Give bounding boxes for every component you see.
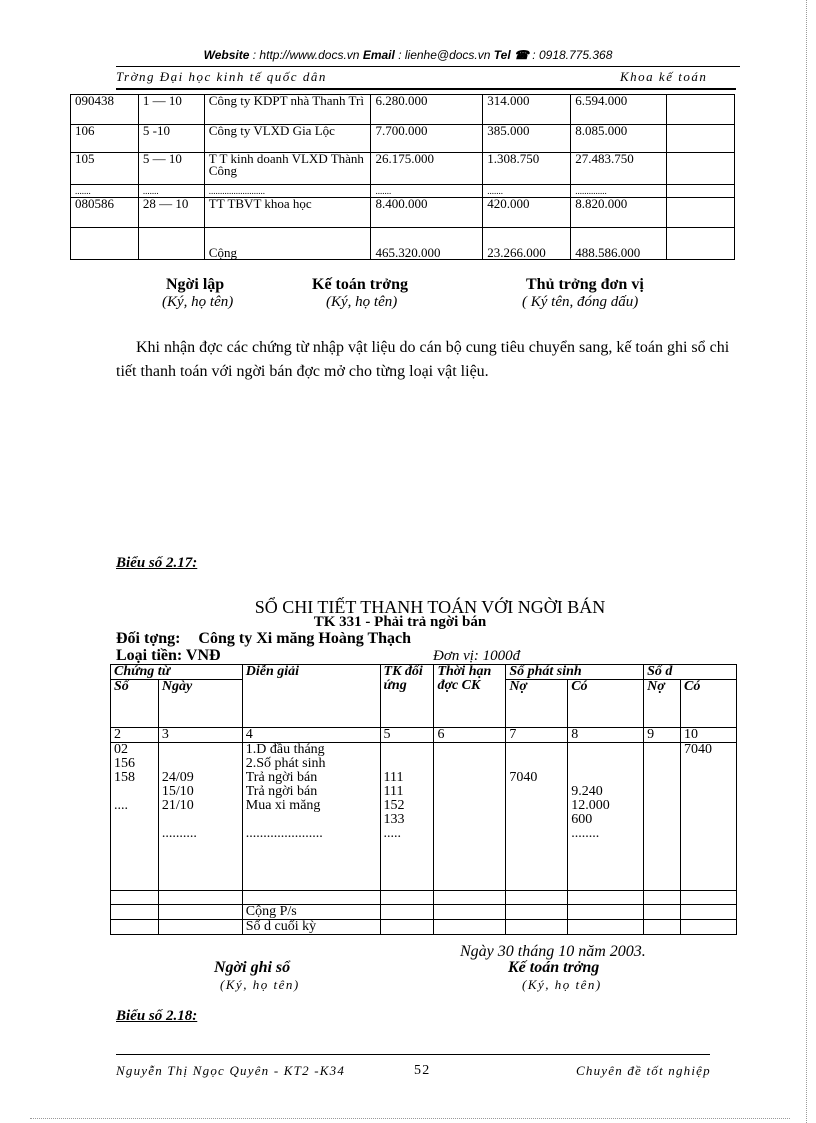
form-title: SỔ CHI TIẾT THANH TOÁN VỚI NGỜI BÁN [254,597,606,617]
unit-label: Đơn vị: 1000đ [433,648,521,664]
tel-label: Tel ☎ [493,48,529,62]
signature-accountant-note: (Ký, họ tên) [326,294,398,310]
header-balance-credit: Có [681,680,737,728]
header-debit: Nợ [506,680,568,728]
body-paragraph: Khi nhận đợc các chứng từ nhập vật liệu do cán bộ cung tiêu chuyển sang, kế toán ghi sổ chi tiết thanh toán với ngời bán đợc mở cho từng loại vật liệu. [116,339,730,380]
header-number: Số [111,680,159,728]
email-value: : lienhe@docs.vn [398,48,491,62]
table-row [111,891,737,905]
header-credit: Có [568,680,644,728]
col-diengiai: 1.D đầu tháng 2.Số phát sinh Trả ngời bán Trả ngời bán Mua xi măng ...................... [242,743,380,891]
header-description: Diễn giải [242,665,380,728]
header-account: TK đối ứng [380,665,434,728]
website-value: : http://www.docs.vn [252,48,360,62]
signature-head-note: ( Ký tên, đóng dấu) [522,294,639,310]
faculty-name: Khoa kế toán [620,69,708,84]
col-ngay: 24/09 15/10 21/10 .......... [158,743,242,891]
table-row: 106 5 -10 Công ty VLXD Gia Lộc 7.700.000 385.000 8.085.000 [71,125,735,153]
col-no2 [644,743,681,891]
page-edge-bottom [30,1118,790,1119]
column-number-row: 2 3 4 5 6 7 8 9 10 [111,728,737,743]
footer-thesis: Chuyên đề tốt nghiệp [576,1063,711,1078]
currency-label: Loại tiền: VNĐ [116,647,221,664]
ledger-table [110,664,737,935]
form-label: Biểu số 2.17: [116,555,198,571]
footer-author: Nguyễn Thị Ngọc Quyên - KT2 -K34 [116,1063,346,1078]
signature-accountant2-note: (Ký, họ tên) [522,977,602,992]
signature-accountant2-title: Kế toán trởng [508,959,600,976]
summary-table [70,94,735,260]
signature-recorder-note: (Ký, họ tên) [220,977,300,992]
footer-divider [116,1054,710,1055]
website-header [0,48,816,62]
table-total-row: Cộng 465.320.000 23.266.000 488.586.000 [71,228,735,260]
signature-date: Ngày 30 tháng 10 năm 2003. [460,943,646,960]
col-co: 9.240 12.000 600 ........ [568,743,644,891]
tel-value: : 0918.775.368 [532,48,613,62]
col-thoihan [434,743,506,891]
signature-head-title: Thủ trởng đơn vị [526,276,644,293]
table-row: 105 5 — 10 T T kinh doanh VLXD Thành Công 26.175.000 1.308.750 27.483.750 [71,153,735,185]
header-balance: Số d [644,665,737,680]
form-object [116,630,411,648]
table-total-row: Cộng P/s [111,905,737,920]
website-label: Website [203,48,250,62]
page-edge-right [806,0,807,1123]
table-row: 090438 1 — 10 Công ty KDPT nhà Thanh Trì 6.280.000 314.000 6.594.000 [71,95,735,125]
header-discount-term: Thời hạn đợc CK [434,665,506,728]
ledger-body-row [111,743,737,891]
col-no: 7040 [506,743,568,891]
table-header-row [111,665,737,680]
email-label: Email [362,48,395,62]
col-so: 02 156 158 .... [111,743,159,891]
header-divider [116,66,740,67]
page-number: 52 [414,1063,431,1078]
next-form-label: Biểu số 2.18: [116,1008,198,1024]
header-transactions: Số phát sinh [506,665,644,680]
object-label: Đối tợng: [116,630,181,647]
signature-preparer-title: Ngời lập [166,276,225,293]
header-divider-thick [116,88,736,90]
form-subtitle: TK 331 - Phải trả ngời bán [313,614,487,630]
header-balance-debit: Nợ [644,680,681,728]
col-tk: 111 111 152 133 ..... [380,743,434,891]
signature-recorder-title: Ngời ghi sổ [214,959,291,976]
university-name: Trờng Đại học kinh tế quốc dân [116,69,327,84]
table-row: ....... ....... ......................... ....... ....... .............. [71,185,735,198]
header-date: Ngày [158,680,242,728]
signature-accountant-title: Kế toán trởng [312,276,408,293]
header-voucher: Chứng từ [111,665,243,680]
col-co2: 7040 [681,743,737,891]
signature-preparer-note: (Ký, họ tên) [162,294,234,310]
object-value: Công ty Xi măng Hoàng Thạch [198,630,412,647]
table-balance-row: Số d cuối kỳ [111,920,737,935]
table-row: 080586 28 — 10 TT TBVT khoa học 8.400.000 420.000 8.820.000 [71,198,735,228]
